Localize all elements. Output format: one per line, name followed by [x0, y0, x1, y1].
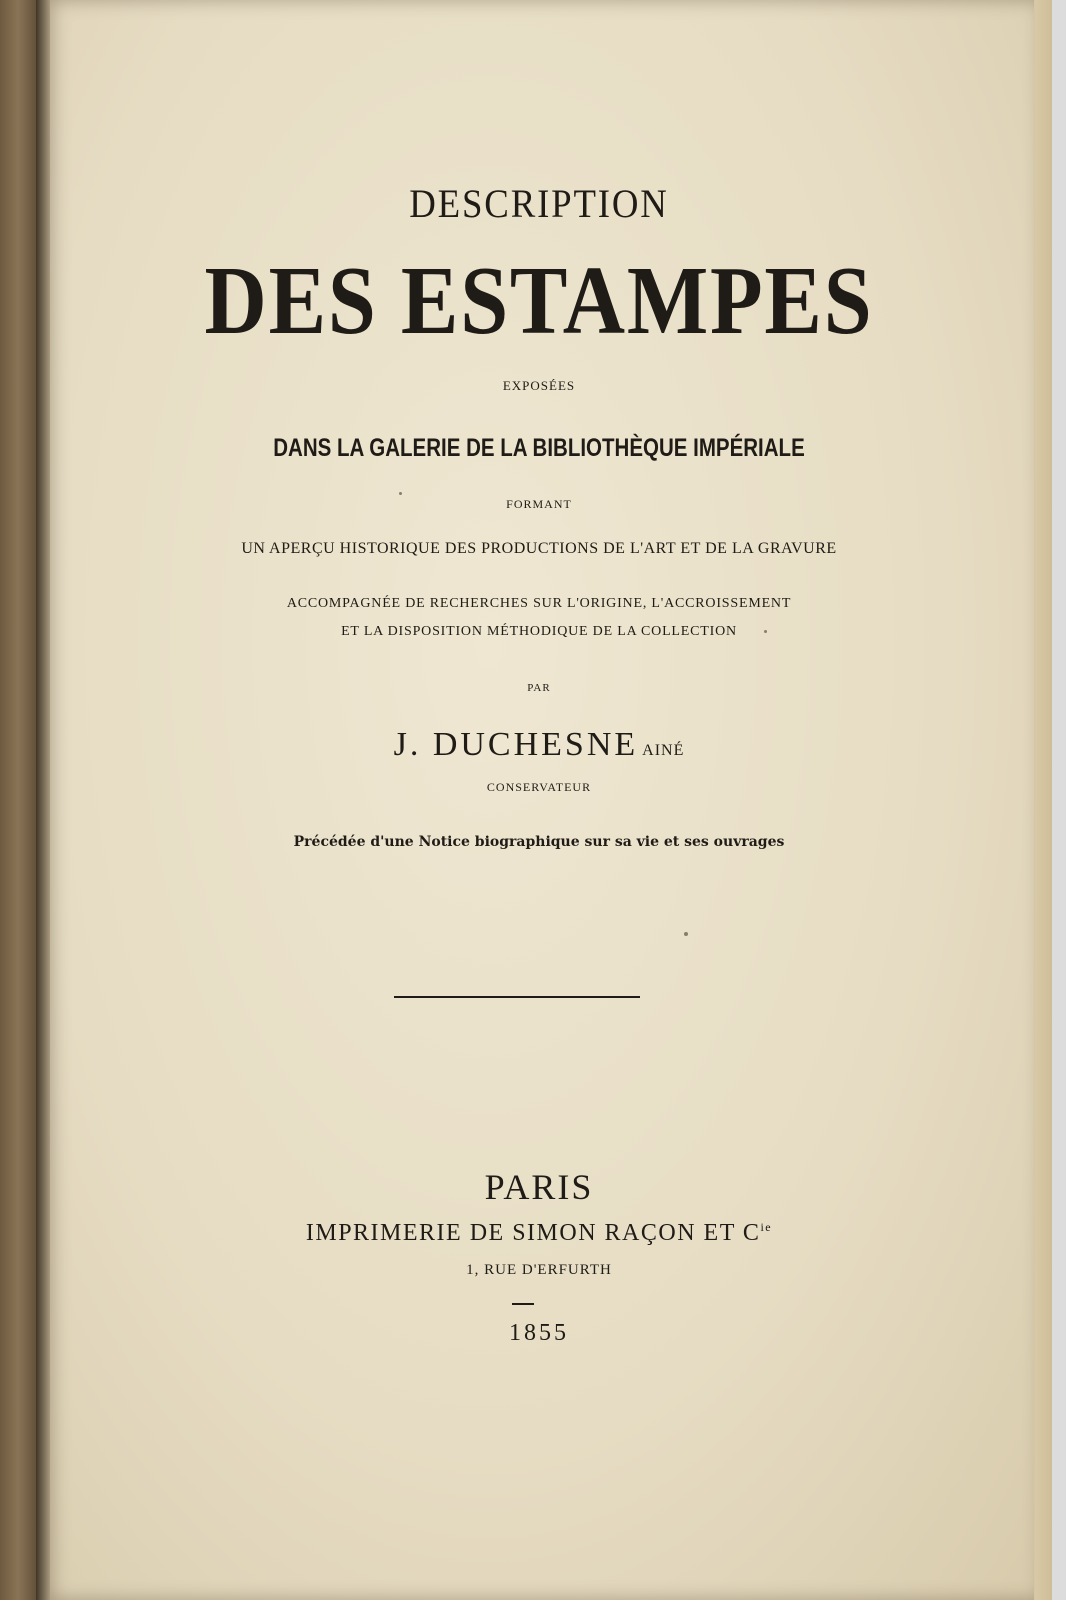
- byline-par: PAR: [527, 682, 551, 694]
- imprint-printer-superscript: ie: [760, 1220, 773, 1234]
- subtitle-apercu: UN APERÇU HISTORIQUE DES PRODUCTIONS DE L'ART ET DE LA GRAVURE: [241, 540, 837, 557]
- paper-speck: [764, 630, 767, 633]
- author-suffix: AINÉ: [642, 742, 685, 759]
- subtitle-galerie: DANS LA GALERIE DE LA BIBLIOTHÈQUE IMPÉRIALE: [273, 434, 805, 462]
- author-role: CONSERVATEUR: [486, 780, 592, 794]
- title-line-description: DESCRIPTION: [409, 181, 669, 226]
- author-name: J. DUCHESNE: [393, 726, 639, 763]
- imprint-printer: [44, 1220, 1034, 1247]
- imprint-printer-name: IMPRIMERIE DE SIMON RAÇON ET C: [305, 1220, 761, 1246]
- imprint-year: 1855: [509, 1320, 569, 1346]
- title-page: [44, 0, 1034, 1600]
- subtitle-formant: FORMANT: [506, 497, 572, 511]
- subtitle-accompagnee-line-1: ACCOMPAGNÉE DE RECHERCHES SUR L'ORIGINE, L'ACCROISSEMENT: [286, 596, 792, 611]
- imprint-short-rule: [512, 1303, 534, 1305]
- notice-line: Précédée d'une Notice biographique sur sa vie et ses ouvrages: [293, 834, 785, 850]
- book-binding: [0, 0, 40, 1600]
- imprint-city: PARIS: [484, 1167, 594, 1207]
- paper-speck: [684, 932, 688, 936]
- page-gutter-shadow: [36, 0, 50, 1600]
- imprint-address: 1, RUE D'ERFURTH: [466, 1262, 612, 1278]
- divider-rule: [394, 996, 640, 998]
- author-line: [44, 726, 1034, 764]
- subtitle-accompagnee-line-2: ET LA DISPOSITION MÉTHODIQUE DE LA COLLECTION: [341, 624, 737, 639]
- subtitle-exposees: EXPOSÉES: [502, 378, 576, 393]
- paper-speck: [399, 492, 402, 495]
- main-title: DES ESTAMPES: [204, 247, 874, 355]
